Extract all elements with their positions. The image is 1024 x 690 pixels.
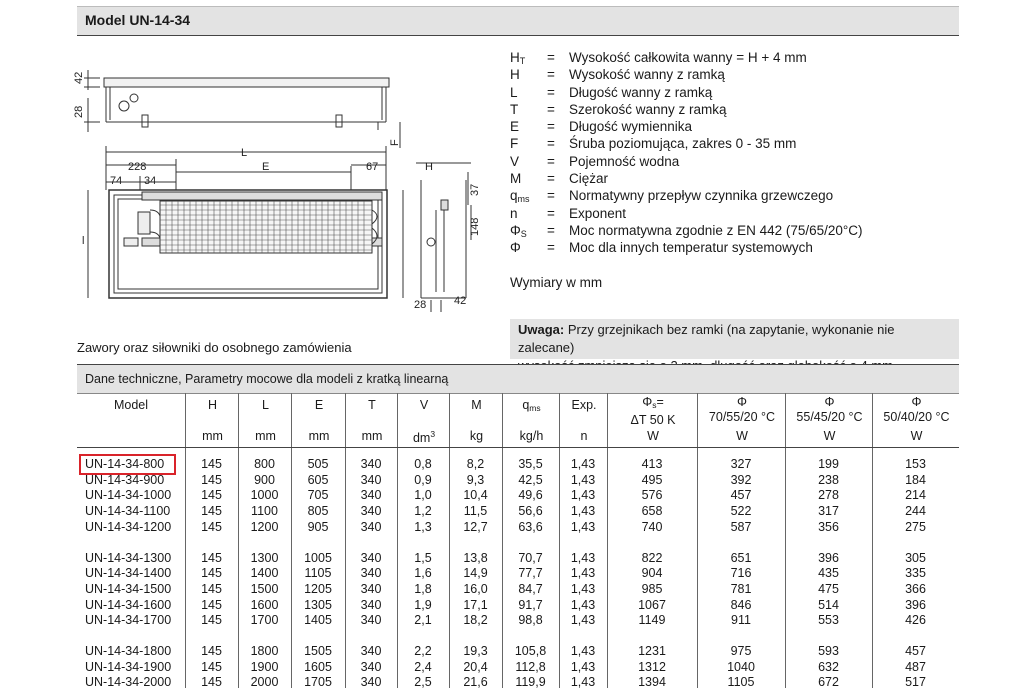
value-cell: 10,4: [463, 488, 488, 503]
value-cell: 56,6: [518, 504, 543, 519]
legend-description: Szerokość wanny z ramką: [569, 101, 727, 117]
value-cell: 457: [730, 488, 752, 503]
column-unit: mm: [308, 429, 330, 443]
legend-symbol: Φ: [510, 240, 521, 256]
column-unit: W: [736, 429, 748, 443]
model-cell: UN-14-34-1900: [85, 659, 172, 674]
value-cell: 145: [201, 613, 222, 628]
value-cell: 184: [905, 472, 926, 487]
value-cell: 1,43: [570, 472, 596, 487]
value-cell: 413: [641, 457, 663, 471]
value-cell: 672: [818, 675, 839, 690]
value-cell: 145: [201, 597, 222, 612]
legend-symbol: F: [510, 136, 519, 152]
value-cell: 278: [818, 488, 839, 503]
value-cell: 340: [360, 472, 382, 487]
value-cell: 517: [905, 675, 926, 690]
value-cell: 119,9: [515, 675, 546, 690]
value-cell: 327: [730, 457, 752, 471]
value-cell: 112,8: [515, 659, 546, 674]
column-name: T: [368, 398, 376, 412]
value-cell: 1505: [304, 644, 332, 658]
value-cell: 77,7: [518, 566, 543, 581]
value-cell: 145: [201, 566, 222, 581]
value-cell: 1,43: [570, 659, 596, 674]
column-name: Φ 55/45/20 °C: [796, 395, 863, 424]
value-cell: 1105: [727, 675, 755, 690]
column-header: [785, 393, 873, 448]
legend-equals: =: [547, 171, 555, 187]
header-divider: [77, 447, 959, 448]
legend-description: Normatywny przepływ czynnika grzewczego: [569, 188, 834, 204]
column-unit: mm: [361, 429, 383, 443]
value-cell: 781: [730, 581, 752, 596]
value-cell: 340: [360, 675, 382, 690]
dim-F: F: [389, 139, 401, 146]
value-cell: 1705: [304, 675, 332, 690]
dim-H: H: [425, 161, 433, 173]
value-cell: 145: [201, 675, 222, 690]
legend-equals: =: [547, 67, 555, 83]
value-cell: 49,6: [518, 488, 543, 503]
column-unit: W: [910, 429, 923, 443]
model-cell: UN-14-34-2000: [85, 675, 172, 690]
value-cell: 1394: [638, 675, 666, 690]
value-cell: 1067: [638, 597, 666, 612]
legend-description: Ciężar: [569, 171, 609, 187]
legend-description: Długość wymiennika: [569, 119, 693, 135]
value-cell: 1231: [638, 644, 666, 658]
column-header: [697, 393, 786, 448]
value-cell: 21,6: [463, 675, 488, 690]
value-cell: 1,43: [570, 613, 596, 628]
value-cell: 605: [307, 472, 329, 487]
column-unit: mm: [255, 429, 276, 443]
column-unit: kg: [469, 429, 484, 443]
dim-28-left: 28: [73, 105, 85, 118]
value-cell: 1000: [250, 488, 279, 503]
model-cell: UN-14-34-1600: [85, 597, 172, 612]
value-cell: 975: [730, 644, 752, 658]
value-cell: 1,6: [414, 566, 432, 581]
value-cell: 904: [641, 566, 663, 581]
column-header: [238, 393, 292, 448]
value-cell: 317: [818, 504, 839, 519]
value-cell: 1312: [638, 659, 666, 674]
value-cell: 1,43: [570, 581, 596, 596]
column-unit: $dm^3$: [412, 429, 436, 446]
note-label: Uwaga:: [518, 322, 565, 337]
legend-equals: =: [547, 101, 555, 117]
value-cell: 17,1: [463, 597, 488, 612]
column-name: $q_{ms}$: [522, 398, 541, 413]
value-cell: 1,43: [570, 675, 596, 690]
model-cell: UN-14-34-1100: [85, 504, 171, 519]
legend-equals: =: [547, 119, 555, 135]
value-cell: 716: [730, 566, 752, 581]
dim-42-bottom: 42: [454, 295, 467, 307]
value-cell: 11,5: [463, 504, 488, 519]
value-cell: 1,43: [570, 566, 596, 581]
value-cell: 426: [905, 613, 926, 628]
legend-description: Długość wanny z ramką: [569, 84, 713, 100]
value-cell: 145: [201, 488, 222, 503]
value-cell: 1405: [304, 613, 332, 628]
value-cell: 1,43: [570, 519, 596, 534]
column-header: [502, 393, 560, 448]
model-cell: UN-14-34-800: [85, 457, 165, 471]
column-name: L: [262, 398, 269, 412]
value-cell: 84,7: [518, 581, 543, 596]
model-cell: UN-14-34-1800: [85, 644, 172, 658]
value-cell: 12,7: [463, 519, 488, 534]
legend-description: Śruba poziomująca, zakres 0 - 35 mm: [569, 136, 797, 152]
value-cell: 514: [818, 597, 839, 612]
value-cell: 8,2: [466, 457, 485, 471]
value-cell: 495: [641, 472, 663, 487]
column-name: Φ 70/55/20 °C: [708, 395, 776, 424]
legend-equals: =: [547, 84, 555, 100]
value-cell: 145: [201, 504, 222, 519]
value-cell: 18,2: [463, 613, 488, 628]
model-cell: UN-14-34-1400: [85, 566, 172, 581]
note-box: [510, 319, 959, 359]
column-header: [449, 393, 503, 448]
column-header: [397, 393, 450, 448]
value-cell: 1,43: [570, 457, 596, 471]
column-header: [345, 393, 398, 448]
value-cell: 340: [360, 488, 382, 503]
value-cell: 1305: [304, 597, 332, 612]
dim-74: 74: [110, 175, 123, 187]
legend-symbol: $H_T$: [510, 50, 526, 66]
model-title: Model UN-14-34: [85, 12, 191, 28]
value-cell: 1005: [304, 550, 332, 565]
value-cell: 487: [905, 659, 926, 674]
legend-equals: =: [547, 188, 555, 204]
value-cell: 145: [201, 550, 222, 565]
legend-symbol: $q_{ms}$: [510, 188, 530, 205]
value-cell: 576: [641, 488, 663, 503]
value-cell: 145: [201, 644, 222, 658]
value-cell: 1,9: [414, 597, 432, 612]
value-cell: 340: [360, 550, 382, 565]
value-cell: 1,43: [570, 597, 596, 612]
model-cell: UN-14-34-1300: [85, 550, 172, 565]
legend-description: Wysokość wanny z ramką: [569, 67, 725, 83]
value-cell: 1400: [250, 566, 279, 581]
value-cell: 2,5: [414, 675, 432, 690]
value-cell: 2,1: [414, 613, 432, 628]
column-name: Exp.: [571, 398, 597, 412]
value-cell: 632: [818, 659, 839, 674]
value-cell: 1,43: [570, 504, 596, 519]
legend-symbol: L: [510, 84, 518, 100]
value-cell: 238: [818, 472, 839, 487]
column-header: [77, 393, 185, 448]
column-header: [291, 393, 346, 448]
value-cell: 145: [201, 472, 222, 487]
dim-34: 34: [144, 175, 157, 187]
value-cell: 1500: [250, 581, 279, 596]
column-header: [559, 393, 608, 448]
value-cell: 340: [360, 613, 382, 628]
column-name: V: [419, 398, 429, 412]
legend-description: Wysokość całkowita wanny = H + 4 mm: [569, 50, 807, 65]
value-cell: 1200: [250, 519, 279, 534]
dim-228: 228: [128, 161, 147, 173]
legend-equals: =: [547, 153, 555, 169]
dim-37: 37: [469, 183, 481, 196]
value-cell: 105,8: [514, 644, 547, 658]
legend-description: Moc dla innych temperatur systemowych: [569, 240, 813, 256]
table-title: Dane techniczne, Parametry mocowe dla modeli z kratką linearną: [85, 372, 449, 386]
dim-l: l: [82, 235, 85, 247]
legend-equals: =: [547, 205, 555, 221]
value-cell: 145: [201, 457, 222, 471]
column-name: M: [471, 398, 482, 412]
value-cell: 587: [730, 519, 752, 534]
column-name: Φ 50/40/20 °C: [883, 395, 950, 424]
value-cell: 911: [731, 613, 751, 628]
value-cell: 63,6: [518, 519, 543, 534]
value-cell: 505: [307, 457, 329, 471]
cross-section: [403, 163, 471, 312]
dim-L: L: [241, 147, 248, 159]
model-cell: UN-14-34-1500: [85, 581, 172, 596]
note-line1: Przy grzejnikach bez ramki (na zapytanie, wykonanie nie zalecane): [518, 322, 895, 355]
value-cell: 0,8: [414, 457, 432, 471]
value-cell: 822: [641, 550, 663, 565]
value-cell: 522: [730, 504, 752, 519]
model-cell: UN-14-34-1700: [85, 613, 172, 628]
value-cell: 1,43: [570, 550, 596, 565]
legend-description: Pojemność wodna: [569, 153, 680, 169]
column-unit: W: [823, 429, 836, 443]
value-cell: 1600: [250, 597, 279, 612]
dim-E: E: [262, 161, 270, 173]
value-cell: 199: [818, 457, 839, 471]
value-cell: 42,5: [518, 472, 543, 487]
value-cell: 1205: [304, 581, 332, 596]
legend-symbol: E: [510, 119, 520, 135]
value-cell: 145: [201, 581, 222, 596]
dim-148: 148: [469, 217, 481, 236]
table-title-bar: [77, 364, 959, 394]
legend-description: Moc normatywna zgodnie z EN 442 (75/65/20°C): [569, 222, 863, 238]
column-unit: n: [580, 429, 588, 443]
value-cell: 340: [360, 644, 382, 658]
model-header: [77, 6, 959, 36]
value-cell: 244: [905, 504, 926, 519]
value-cell: 740: [641, 519, 663, 534]
legend-equals: =: [547, 240, 555, 256]
dim-67: 67: [366, 161, 379, 173]
value-cell: 985: [641, 581, 663, 596]
legend-symbol: T: [510, 101, 519, 117]
value-cell: 70,7: [518, 550, 543, 565]
value-cell: 457: [905, 644, 926, 658]
model-cell: UN-14-34-900: [85, 472, 165, 487]
value-cell: 1,3: [414, 519, 432, 534]
column-header: [872, 393, 960, 448]
value-cell: 396: [818, 550, 839, 565]
column-header: [607, 393, 698, 448]
legend-symbol: M: [510, 171, 522, 187]
value-cell: 145: [201, 659, 222, 674]
value-cell: 475: [818, 581, 839, 596]
legend-description: Exponent: [569, 205, 627, 221]
value-cell: 2000: [250, 675, 279, 690]
value-cell: 1100: [251, 504, 278, 519]
value-cell: 2,4: [414, 659, 432, 674]
value-cell: 145: [201, 519, 222, 534]
value-cell: 98,8: [518, 613, 543, 628]
value-cell: 1300: [250, 550, 279, 565]
value-cell: 1,5: [414, 550, 432, 565]
column-name: E: [314, 398, 324, 412]
value-cell: 19,3: [463, 644, 488, 658]
value-cell: 805: [307, 504, 329, 519]
legend-symbol: $\Phi_S$: [510, 222, 527, 239]
value-cell: 340: [360, 519, 382, 534]
value-cell: 13,8: [463, 550, 488, 565]
legend-equals: =: [547, 50, 555, 65]
value-cell: 435: [818, 566, 839, 581]
column-name: Model: [113, 398, 149, 412]
value-cell: 9,3: [466, 472, 485, 487]
value-cell: 1700: [250, 613, 279, 628]
value-cell: 651: [730, 550, 752, 565]
value-cell: 2,2: [414, 644, 432, 658]
value-cell: 1105: [304, 566, 332, 581]
value-cell: 340: [360, 457, 382, 471]
value-cell: 553: [818, 613, 839, 628]
value-cell: 900: [254, 472, 275, 487]
value-cell: 20,4: [463, 659, 488, 674]
value-cell: 340: [360, 597, 382, 612]
value-cell: 705: [307, 488, 329, 503]
legend-equals: =: [547, 222, 555, 238]
legend-equals: =: [547, 136, 555, 152]
value-cell: 0,9: [414, 472, 432, 487]
value-cell: 846: [730, 597, 752, 612]
value-cell: 340: [360, 581, 382, 596]
value-cell: 1,43: [570, 488, 596, 503]
value-cell: 214: [905, 488, 926, 503]
value-cell: 593: [818, 644, 839, 658]
column-header: [185, 393, 239, 448]
value-cell: 800: [254, 457, 275, 471]
value-cell: 392: [730, 472, 752, 487]
side-view: [84, 70, 400, 148]
value-cell: 16,0: [463, 581, 488, 596]
column-name: $\Phi_s=$ ΔT 50 K: [630, 395, 676, 427]
value-cell: 1800: [250, 644, 279, 658]
value-cell: 1,2: [414, 504, 432, 519]
technical-drawing: [73, 60, 496, 315]
value-cell: 35,5: [518, 457, 543, 471]
units-note: Wymiary w mm: [510, 275, 603, 290]
legend-symbol: H: [510, 67, 520, 83]
value-cell: 305: [905, 550, 926, 565]
value-cell: 658: [641, 504, 663, 519]
value-cell: 1605: [304, 659, 332, 674]
value-cell: 1,8: [414, 581, 432, 596]
value-cell: 356: [818, 519, 839, 534]
column-unit: mm: [202, 429, 223, 443]
value-cell: 396: [905, 597, 926, 612]
value-cell: 275: [905, 519, 926, 534]
model-cell: UN-14-34-1200: [85, 519, 172, 534]
value-cell: 340: [360, 566, 382, 581]
value-cell: 1,0: [414, 488, 432, 503]
value-cell: 153: [905, 457, 926, 471]
value-cell: 1,43: [570, 644, 596, 658]
column-unit: W: [647, 429, 659, 443]
dim-28-bottom: 28: [414, 299, 427, 311]
value-cell: 1149: [638, 613, 666, 628]
column-name: H: [207, 398, 218, 412]
dim-42-top: 42: [73, 71, 85, 84]
value-cell: 340: [360, 659, 382, 674]
legend-symbol: n: [510, 205, 518, 221]
column-unit: kg/h: [519, 429, 544, 443]
value-cell: 905: [307, 519, 329, 534]
value-cell: 14,9: [463, 566, 488, 581]
value-cell: 1040: [727, 659, 755, 674]
value-cell: 340: [360, 504, 382, 519]
legend-symbol: V: [510, 153, 520, 169]
value-cell: 1900: [250, 659, 279, 674]
model-cell: UN-14-34-1000: [85, 488, 172, 503]
value-cell: 91,7: [518, 597, 543, 612]
value-cell: 366: [905, 581, 926, 596]
value-cell: 335: [905, 566, 926, 581]
valves-note: Zawory oraz siłowniki do osobnego zamówienia: [77, 340, 352, 355]
